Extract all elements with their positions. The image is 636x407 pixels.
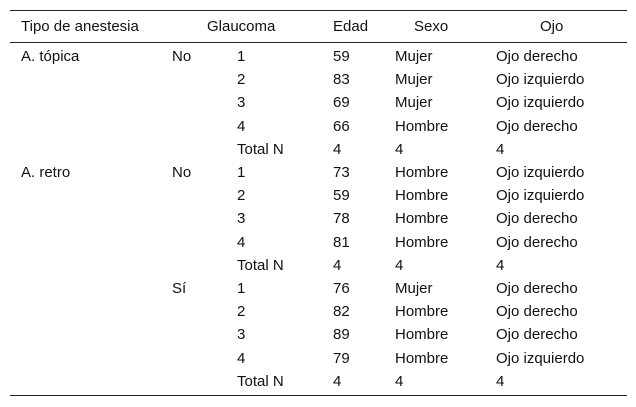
sexo-cell: 4 [395, 140, 404, 158]
sexo-cell: Hombre [395, 187, 449, 205]
edad-cell: 66 [333, 117, 350, 135]
glaucoma-cell: Sí [172, 280, 187, 297]
edad-cell: 89 [333, 326, 350, 344]
anestesia-cell: A. tópica [21, 48, 80, 65]
sexo-cell: Hombre [395, 210, 449, 228]
numero-cell: 4 [237, 117, 246, 135]
edad-cell: 82 [333, 303, 350, 321]
sexo-cell: Hombre [395, 326, 449, 344]
ojo-cell: 4 [496, 140, 505, 158]
sexo-cell: Hombre [395, 233, 449, 251]
sexo-cell: Hombre [395, 164, 449, 181]
numero-cell: 3 [237, 94, 246, 112]
glaucoma-cell: No [172, 48, 192, 65]
edad-cell: 59 [333, 48, 350, 65]
edad-cell: 79 [333, 349, 350, 367]
edad-cell: 73 [333, 164, 350, 181]
numero-cell: 1 [237, 280, 246, 297]
sexo-cell: Mujer [395, 71, 433, 89]
numero-cell: Total N [237, 372, 284, 390]
table-bottom-rule [10, 395, 627, 396]
sexo-cell: Mujer [395, 94, 433, 112]
ojo-cell: Ojo derecho [496, 233, 578, 251]
header-glaucoma: Glaucoma [207, 18, 276, 35]
numero-cell: 3 [237, 326, 246, 344]
ojo-cell: Ojo izquierdo [496, 164, 585, 181]
numero-cell: 1 [237, 164, 246, 181]
header-sexo: Sexo [414, 18, 449, 35]
ojo-cell: Ojo izquierdo [496, 349, 585, 367]
header-edad: Edad [333, 18, 369, 35]
numero-cell: 3 [237, 210, 246, 228]
numero-cell: Total N [237, 140, 284, 158]
sexo-cell: Hombre [395, 349, 449, 367]
ojo-cell: 4 [496, 256, 505, 274]
edad-cell: 76 [333, 280, 350, 297]
sexo-cell: Mujer [395, 48, 433, 65]
sexo-cell: Hombre [395, 117, 449, 135]
edad-cell: 4 [333, 256, 342, 274]
ojo-cell: Ojo izquierdo [496, 94, 585, 112]
numero-cell: 4 [237, 233, 246, 251]
ojo-cell: Ojo izquierdo [496, 71, 585, 89]
sexo-cell: 4 [395, 256, 404, 274]
numero-cell: Total N [237, 256, 284, 274]
ojo-cell: Ojo derecho [496, 326, 578, 344]
anestesia-cell: A. retro [21, 164, 71, 181]
ojo-cell: Ojo izquierdo [496, 187, 585, 205]
edad-cell: 78 [333, 210, 350, 228]
header-tipo-de-anestesia: Tipo de anestesia [21, 18, 139, 35]
numero-cell: 2 [237, 187, 246, 205]
edad-cell: 81 [333, 233, 350, 251]
sexo-cell: Hombre [395, 303, 449, 321]
ojo-cell: Ojo derecho [496, 117, 578, 135]
numero-cell: 1 [237, 48, 246, 65]
edad-cell: 59 [333, 187, 350, 205]
ojo-cell: Ojo derecho [496, 210, 578, 228]
edad-cell: 83 [333, 71, 350, 89]
numero-cell: 2 [237, 71, 246, 89]
edad-cell: 69 [333, 94, 350, 112]
ojo-cell: Ojo derecho [496, 48, 578, 65]
edad-cell: 4 [333, 372, 342, 390]
ojo-cell: Ojo derecho [496, 303, 578, 321]
table-header-rule [10, 42, 627, 43]
numero-cell: 2 [237, 303, 246, 321]
sexo-cell: 4 [395, 372, 404, 390]
table-top-rule [10, 10, 627, 11]
ojo-cell: 4 [496, 372, 505, 390]
edad-cell: 4 [333, 140, 342, 158]
sexo-cell: Mujer [395, 280, 433, 297]
ojo-cell: Ojo derecho [496, 280, 578, 297]
numero-cell: 4 [237, 349, 246, 367]
header-ojo: Ojo [540, 18, 564, 35]
glaucoma-cell: No [172, 164, 192, 181]
